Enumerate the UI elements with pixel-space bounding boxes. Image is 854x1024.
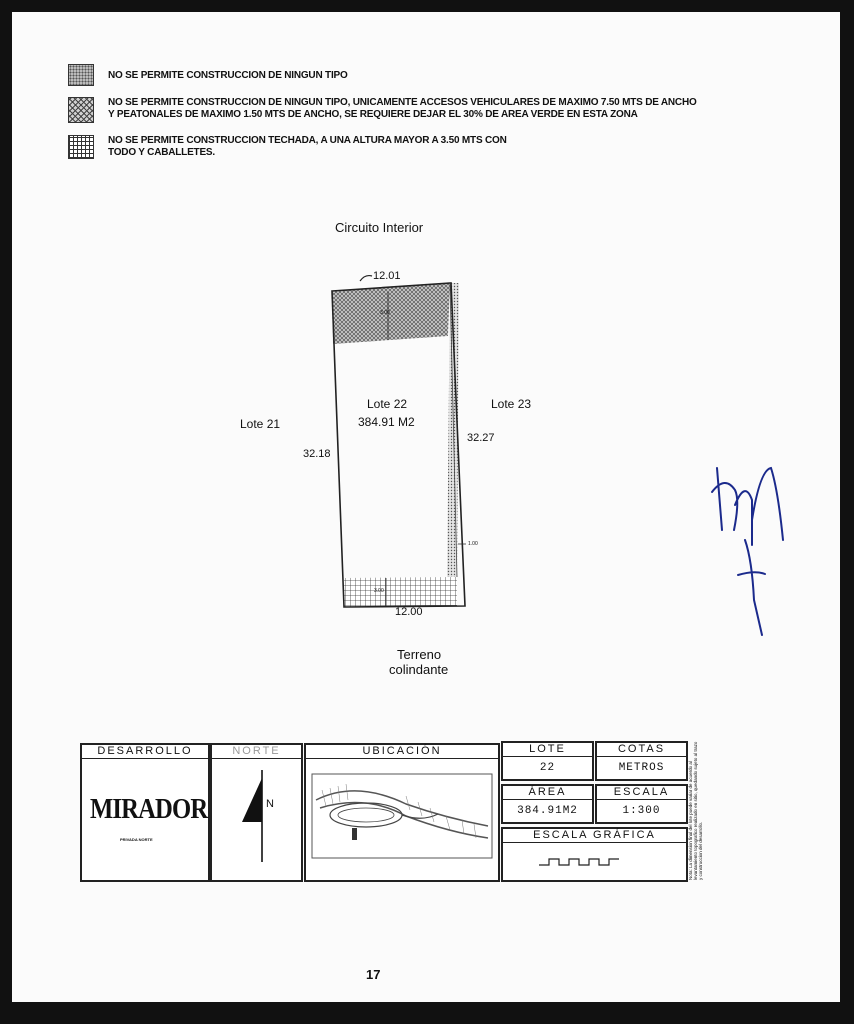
development-logo: MIRADOR — [90, 793, 208, 825]
location-map-icon — [306, 760, 498, 880]
ubicacion-label: UBICACIÓN — [306, 745, 498, 759]
development-subtitle: PRIVADA NORTE — [120, 837, 153, 842]
graphic-scale-bar — [503, 843, 686, 879]
lote-label: LOTE — [503, 743, 592, 757]
north-arrow-icon — [212, 760, 301, 880]
norte-label: NORTE — [212, 745, 301, 759]
area-value: 384.91M2 — [517, 805, 578, 817]
page-number: 17 — [366, 967, 381, 982]
area-label: ÁREA — [503, 786, 592, 800]
desarrollo-label: DESARROLLO — [82, 745, 208, 759]
lote-panel — [501, 741, 594, 781]
escala-panel — [595, 784, 688, 824]
lot-name: Lote 22 — [367, 397, 408, 411]
north-letter: N — [266, 798, 274, 810]
bottom-dimension: 12.00 — [395, 606, 423, 618]
street-label: Circuito Interior — [335, 220, 424, 235]
legend-text: NO SE PERMITE CONSTRUCCION TECHADA, A UNA ALTURA MAYOR A 3.50 MTS CON TODO Y CABALLETES. — [108, 135, 507, 158]
escala-grafica-label: ESCALA GRÁFICA — [503, 829, 686, 843]
cotas-label: COTAS — [597, 743, 686, 757]
desarrollo-panel — [80, 743, 210, 882]
north-panel — [210, 743, 303, 882]
lot-area: 384.91 M2 — [358, 415, 415, 429]
cotas-value: METROS — [618, 762, 665, 774]
side-setback-dimension: 1.00 — [468, 541, 478, 547]
left-neighbor-label: Lote 21 — [240, 417, 281, 431]
right-neighbor-label: Lote 23 — [491, 397, 532, 411]
front-setback-dimension: 3.00 — [380, 310, 390, 316]
bottom-label: Terreno — [397, 647, 442, 662]
top-dimension: 12.01 — [373, 270, 401, 282]
legend-text: NO SE PERMITE CONSTRUCCION DE NINGUN TIPO, UNICAMENTE ACCESOS VEHICULARES DE MAXIMO 7.50 MTS DE ANCHO Y PEATONALES DE MAXIMO 1.50 MTS DE ANCHO, SE REQUIERE DEJAR EL 30% DE AREA VERDE EN ESTA ZONA — [108, 97, 697, 120]
right-dimension: 32.27 — [467, 432, 495, 444]
ubicacion-panel — [304, 743, 500, 882]
lote-value: 22 — [539, 762, 556, 774]
side-note: Nota: La dimension final del lote puede variar de acuerdo al levantamiento topografico realizado en sitio, quedando sujeto al trazo y construccion del desarrollo. — [688, 741, 704, 880]
legend-text: NO SE PERMITE CONSTRUCCION DE NINGUN TIPO — [108, 70, 348, 81]
left-dimension: 32.18 — [303, 448, 331, 460]
escala-grafica-panel — [501, 827, 688, 882]
cotas-panel — [595, 741, 688, 781]
bottom-label: colindante — [389, 662, 449, 677]
escala-label: ESCALA — [597, 786, 686, 800]
rear-setback-dimension: 3.00 — [374, 588, 384, 594]
escala-value: 1:300 — [622, 805, 661, 817]
area-panel — [501, 784, 594, 824]
